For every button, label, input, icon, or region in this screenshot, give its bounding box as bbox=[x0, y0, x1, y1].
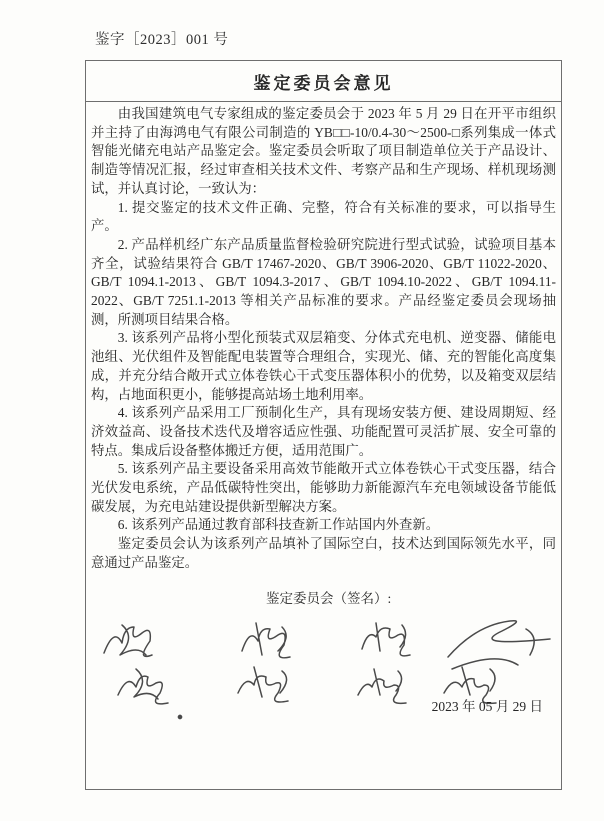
paragraph-item-2: 2. 产品样机经广东产品质量监督检验研究院进行型式试验，试验项目基本齐全，试验结果符合 GB/T 17467-2020、GB/T 3906-2020、GB/T 11022-2020、GB/T 1094.1-2013、GB/T 1094.3-2017、GB/T 1094.10-2022、GB/T 1094.11-2022、GB/T 7251.1-2013 等相关产品标准的要求。产品经鉴定委员会现场抽测，所测项目结果合格。 bbox=[91, 236, 556, 327]
paragraph-item-5: 5. 该系列产品主要设备采用高效节能敞开式立体卷铁心干式变压器，结合光伏发电系统，产品低碳特性突出，能够助力新能源汽车充电领域设备节能低碳发展，为充电站建设提供新型解决方案。 bbox=[91, 461, 556, 514]
signature-label: 鉴定委员会（签名）: bbox=[266, 591, 392, 606]
date: 2023 年 05 月 29 日 bbox=[431, 699, 543, 714]
handwritten-signature bbox=[238, 667, 288, 702]
opinion-frame bbox=[85, 60, 562, 790]
handwritten-signature bbox=[242, 623, 290, 658]
pen-dot bbox=[178, 715, 181, 718]
paragraph-item-1: 1. 提交鉴定的技术文件正确、完整，符合有关标准的要求，可以指导生产。 bbox=[91, 199, 556, 234]
doc-number: 鉴字［2023］001 号 bbox=[95, 32, 229, 48]
paragraph-item-4: 4. 该系列产品采用工厂预制化生产，具有现场安装方便、建设周期短、经济效益高、设备技术迭代及增容适应性强、功能配置可灵活扩展、安全可靠的特点。集成后设备整体搬迁方便，适用范围广。 bbox=[91, 405, 556, 458]
handwritten-signature bbox=[104, 625, 152, 656]
handwritten-signature bbox=[358, 669, 406, 703]
page-title: 鉴定委员会意见 bbox=[86, 61, 561, 102]
paragraph-conclusion: 鉴定委员会认为该系列产品填补了国际空白，技术达到国际领先水平，同意通过产品鉴定。 bbox=[91, 536, 556, 570]
handwritten-signature bbox=[118, 669, 168, 704]
paragraph-intro: 由我国建筑电气专家组成的鉴定委员会于 2023 年 5 月 29 日在开平市组织并主持了由海鸿电气有限公司制造的 YB□□-10/0.4-30～2500-□系列集成一体式智能光储充电站产品鉴定会。鉴定委员会听取了项目制造单位关于产品设计、制造等情况汇报，经过审查相关技术文件、考察产品和生产现场、样机现场测试，并认真讨论，一致认为： bbox=[91, 106, 556, 196]
opinion-body bbox=[86, 102, 561, 573]
handwritten-signature bbox=[362, 623, 410, 656]
paragraph-item-3: 3. 该系列产品将小型化预装式双层箱变、分体式充电机、逆变器、储能电池组、光伏组件及智能配电装置等合理组合，实现光、储、充的智能化高度集成，并充分结合敞开式立体卷铁心干式变压器体积小的优势，以及箱变双层结构，占地面积更小，能够提高站场土地利用率。 bbox=[91, 330, 556, 402]
paragraph-item-6: 6. 该系列产品通过教育部科技查新工作站国内外查新。 bbox=[117, 517, 440, 533]
handwritten-signature bbox=[448, 621, 550, 669]
